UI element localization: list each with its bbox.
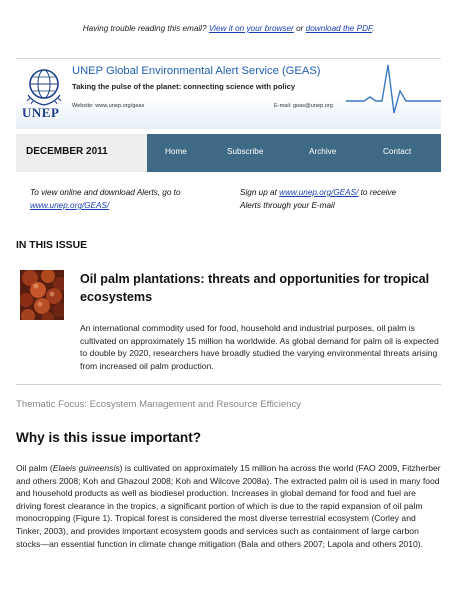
nav-contact[interactable]: Contact bbox=[383, 147, 412, 156]
download-pdf-link[interactable]: download the PDF bbox=[305, 24, 372, 33]
para-start: Oil palm ( bbox=[16, 463, 53, 473]
signup-link[interactable]: www.unep.org/GEAS/ bbox=[279, 188, 359, 197]
email-trouble-line bbox=[0, 24, 457, 33]
banner-tagline: Taking the pulse of the planet: connecting science with policy bbox=[72, 82, 296, 91]
nav-subscribe[interactable]: Subscribe bbox=[227, 147, 264, 156]
intro-left bbox=[30, 186, 220, 212]
nav-home[interactable]: Home bbox=[165, 147, 187, 156]
intro-right bbox=[240, 186, 440, 212]
para-rest: ) is cultivated on approximately 15 million ha across the world (FAO 2009, Fitzherber and others 2008; Koh and Ghazoul 2008; Koh and Wilcove 2008a). The extracted palm oil is used in many food and household products as well as biodiesel production. Increases in global demand for food and fuel are driving forest clearance in the tropics, a significant portion of which is due to the rapid expansion of oil palm monocropping (Figure 1). Tropical forest is considered the most diverse terrestrial ecosystem (Corley and Tinker, 2003), and provides important ecosystem goods and services such as containment of large carbon stocks—an essential function in climate change mitigation (Bala and others 2007; Lapola and others 2010). bbox=[16, 463, 441, 549]
signup-prefix: Sign up at bbox=[240, 188, 277, 197]
geas-site-link[interactable]: www.unep.org/GEAS/ bbox=[30, 201, 110, 210]
oil-palm-fruit-image[interactable] bbox=[20, 270, 64, 320]
signup-suffix: to receive bbox=[360, 188, 397, 197]
or-text: or bbox=[296, 24, 304, 33]
banner-email: E-mail: geas@unep.org bbox=[274, 103, 333, 109]
issue-date: DECEMBER 2011 bbox=[26, 146, 108, 157]
nav-archive[interactable]: Archive bbox=[309, 147, 337, 156]
why-paragraph bbox=[16, 462, 442, 550]
nav-bar bbox=[16, 134, 441, 172]
geas-banner bbox=[16, 58, 441, 129]
banner-website: Website: www.unep.org/geas bbox=[72, 103, 145, 109]
why-heading: Why is this issue important? bbox=[16, 430, 202, 445]
view-in-browser-link[interactable]: View it on your browser bbox=[208, 24, 294, 33]
banner-title: UNEP Global Environmental Alert Service (GEAS) bbox=[72, 65, 321, 77]
period-text: . bbox=[371, 24, 375, 33]
nav-menu bbox=[147, 134, 441, 172]
thematic-focus: Thematic Focus: Ecosystem Management and Resource Efficiency bbox=[16, 399, 302, 410]
trouble-text: Having trouble reading this email? bbox=[82, 24, 207, 33]
intro-left-text: To view online and download Alerts, go to bbox=[30, 188, 181, 197]
pulse-line-icon bbox=[346, 61, 441, 121]
species-name: Elaeis guineensis bbox=[52, 463, 120, 473]
in-this-issue-heading: IN THIS ISSUE bbox=[16, 240, 88, 251]
story-summary: An international commodity used for food, household and industrial purposes, oil palm is cultivated on approximately 15 million ha worldwide. As global demand for palm oil is expected to double by 2020, researchers have broadly studied the varying environmental threats arising from increased oil palm production. bbox=[80, 323, 439, 371]
story-title[interactable]: Oil palm plantations: threats and opportunities for tropical ecosystems bbox=[80, 272, 430, 304]
section-divider bbox=[16, 384, 441, 385]
signup-line2: Alerts through your E-mail bbox=[240, 201, 335, 210]
unep-logo-text: UNEP bbox=[22, 105, 60, 120]
